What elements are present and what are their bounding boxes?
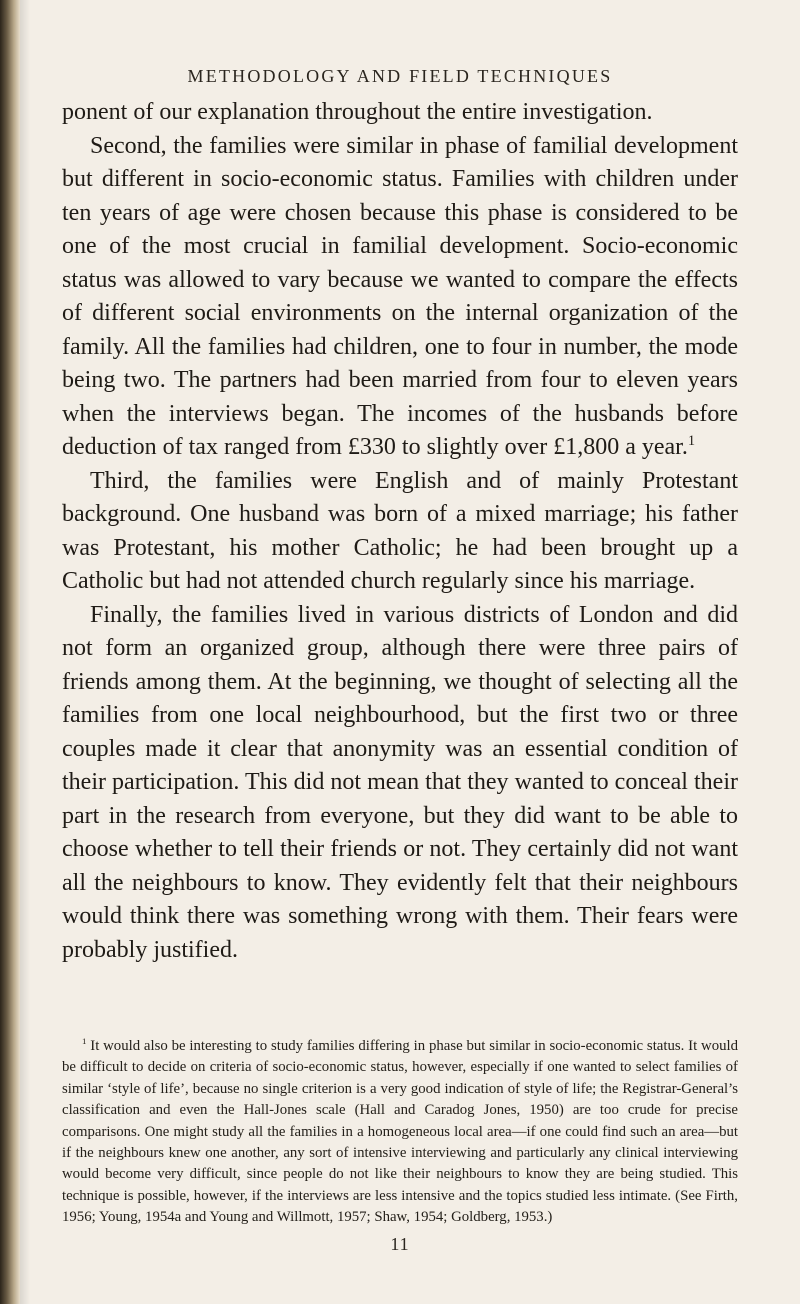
page-number: 11 <box>390 1234 410 1254</box>
paragraph-third: Third, the families were English and of mainly Protestant background. One husband was born of a mixed marriage; his father was Protestant, his mother Catholic; he had been brought up a Catholic but had not attended church regularly since his marriage. <box>62 467 738 594</box>
footnote-text: It would also be interesting to study families differing in phase but similar in socio-economic status. It would be difficult to decide on criteria of socio-economic status, however, especially if one wanted to select families of similar ‘style of life’, because no single criterion is a very good indication of style of life; the Registrar-General’s classification and even the Hall-Jones scale (Hall and Caradog Jones, 1950) are too crude for precise comparisons. One might study all the families in a homogeneous local area—if one could find such an area—but if the neighbours knew one another, any sort of intensive interviewing and particularly any clinical interviewing would become very difficult, since people do not like their neighbours to know they are being studied. This technique is possible, however, if the interviews are less intensive and the topics studied less intimate. (See Firth, 1956; Young, 1954a and Young and Willmott, 1957; Shaw, 1954; Goldberg, 1953.) <box>62 1038 739 1226</box>
footnote <box>62 1036 738 1229</box>
footnotes <box>62 1036 738 1229</box>
body-text <box>62 96 738 967</box>
paragraph-second <box>62 130 738 465</box>
footnote-reference: 1 <box>687 433 696 449</box>
paragraph-continuation: ponent of our explanation throughout the entire investigation. <box>62 99 653 125</box>
footnote-marker: 1 <box>82 1036 87 1047</box>
paragraph-finally: Finally, the families lived in various districts of London and did not form an organized group, although there were three pairs of friends among them. At the beginning, we thought of selecting all the families from one local neighbourhood, but the first two or three couples made it clear that anonymity was an essential condition of their participation. This did not mean that they wanted to conceal their part in the research from everyone, but they did want to be able to choose whether to tell their friends or not. They certainly did not want all the neighbours to know. They evidently felt that their neighbours would think there was something wrong with them. Their fears were probably justified. <box>62 601 738 963</box>
running-head: METHODOLOGY AND FIELD TECHNIQUES <box>187 66 613 86</box>
paragraph-second-text: Second, the families were similar in phase of familial development but different in socio-economic status. Families with children under ten years of age were chosen because this phase is considered to be one of the most crucial in familial development. Socio-economic status was allowed to vary because we wanted to compare the effects of different social environments on the internal organization of the family. All the families had children, one to four in number, the mode being two. The partners had been married from four to eleven years when the interviews began. The incomes of the husbands before deduction of tax ranged from £330 to slightly over £1,800 a year. <box>62 132 738 460</box>
